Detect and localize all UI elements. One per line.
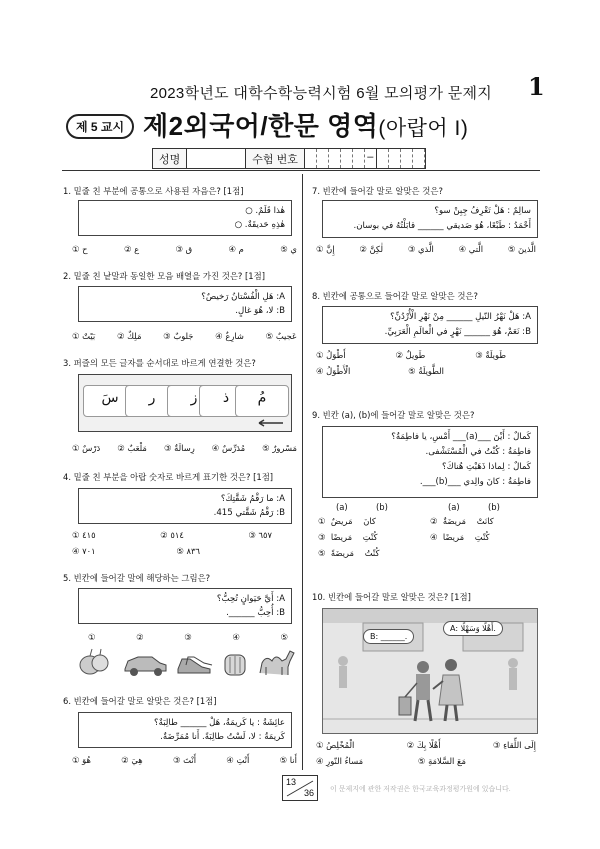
q9-line-3: كَمالٌ : لِماذا ذَهَبْتِ هُناكَ؟ bbox=[442, 462, 531, 472]
subject-sub: (아랍어 I) bbox=[378, 117, 469, 140]
q2-line-2: B: لا، هُوَ غالٍ. bbox=[235, 306, 285, 316]
q7-option-4[interactable]: ④ الَّتي bbox=[458, 244, 484, 254]
q6-option-4[interactable]: ④ أَنْتِ bbox=[226, 755, 250, 765]
page-total: 36 bbox=[303, 788, 314, 798]
q5-option-3[interactable]: ③ bbox=[184, 632, 192, 642]
q6-line-2: كَريمَةُ : لا، لَسْتُ طالِبَةً. أَنا مُمَرِّضَةٌ. bbox=[160, 732, 285, 742]
q7-option-1[interactable]: ① إِنَّ bbox=[316, 244, 335, 254]
q10-stem: 10. 빈칸에 들어갈 말로 알맞은 것은? [1점] bbox=[312, 592, 471, 602]
q2-box bbox=[78, 286, 292, 322]
puzzle-piece-3: ز bbox=[167, 385, 221, 417]
airport-scene bbox=[323, 609, 537, 733]
q9-line-4: فاطِمَةُ : كانَ والِدي ___(b)___. bbox=[419, 477, 531, 487]
q6-box bbox=[78, 712, 292, 748]
q3-option-4[interactable]: ④ مُدَرِّسٌ bbox=[211, 443, 246, 453]
q2-option-1[interactable]: ① بَيْتٌ bbox=[72, 331, 96, 341]
q4-option-1[interactable]: ① ٤١٥ bbox=[72, 530, 96, 540]
q6-line-1: عائِشَةُ : يا كَريمَةُ، هَلْ ______ طالِبَةٌ؟ bbox=[154, 718, 285, 728]
q4-option-2[interactable]: ② ٥١٤ bbox=[160, 530, 184, 540]
bread-icon bbox=[225, 655, 245, 675]
q5-option-4[interactable]: ④ bbox=[232, 632, 240, 642]
q8-option-4[interactable]: ④ الْأَطْوَلُ bbox=[316, 366, 351, 376]
q5-stem: 5. 빈칸에 들어갈 말에 해당하는 그림은? bbox=[63, 573, 211, 583]
column-divider bbox=[302, 174, 303, 770]
q3-puzzle bbox=[78, 374, 292, 432]
q7-option-2[interactable]: ② لٰكِنَّ bbox=[359, 244, 384, 254]
q1-options bbox=[72, 244, 297, 254]
subject-main: 제2외국어/한문 영역 bbox=[143, 111, 379, 141]
car-icon bbox=[125, 657, 166, 676]
q10-option-1[interactable]: ① الْمُخْلِصُ bbox=[316, 740, 355, 750]
q9-option-4[interactable]: ④ كُنْتِ مَريضًا bbox=[430, 532, 490, 542]
q1-option-3[interactable]: ③ ق bbox=[175, 244, 193, 254]
q4-line-1: A: ما رَقْمُ شَقَّتِكَ؟ bbox=[220, 494, 285, 504]
q10-option-2[interactable]: ② أَهْلًا بِكَ bbox=[406, 740, 441, 750]
exam-title: 2023학년도 대학수학능력시험 6월 모의평가 문제지 bbox=[150, 85, 493, 102]
name-id-row bbox=[152, 148, 426, 169]
q8-options-row1 bbox=[316, 350, 506, 360]
q6-option-5[interactable]: ⑤ أَنا bbox=[279, 755, 297, 765]
q8-option-2[interactable]: ② طَويلٌ bbox=[395, 350, 426, 360]
q2-stem: 2. 밑줄 친 낱말과 동일한 모음 배열을 가진 것은? [1점] bbox=[63, 271, 265, 281]
q8-option-5[interactable]: ⑤ الطَّويلَةُ bbox=[408, 366, 444, 376]
q5-option-2[interactable]: ② bbox=[136, 632, 144, 642]
speech-bubble-a: A: أَهْلًا وَسَهْلًا. bbox=[443, 621, 503, 636]
subject-title bbox=[143, 106, 468, 143]
q4-option-3[interactable]: ③ ٦٥٧ bbox=[248, 530, 272, 540]
q7-stem: 7. 빈칸에 들어갈 말로 알맞은 것은? bbox=[312, 186, 443, 196]
q8-stem: 8. 빈칸에 공통으로 들어갈 말로 알맞은 것은? bbox=[312, 291, 478, 301]
q7-line-1: سالِمٌ : هَلْ تَعْرِفُ جِبِنْ سو؟ bbox=[434, 206, 531, 216]
q9-option-2[interactable]: ② كانَتْ مَريضَةٌ bbox=[430, 516, 494, 526]
puzzle-piece-5: مُ bbox=[235, 385, 289, 417]
copyright-watermark: 이 문제지에 관한 저작권은 한국교육과정평가원에 있습니다. bbox=[330, 786, 511, 793]
arrow-left-icon bbox=[255, 419, 285, 427]
q1-option-2[interactable]: ② ع bbox=[123, 244, 140, 254]
q1-line-1: هٰذا قَلَمٌ. ○ bbox=[245, 206, 285, 216]
q9-col-b-right: (b) bbox=[488, 502, 500, 512]
q5-line-1: A: أَيَّ حَيَوانٍ تُحِبُّ؟ bbox=[216, 594, 285, 604]
q3-option-1[interactable]: ① دَرْسٌ bbox=[72, 443, 101, 453]
q6-options bbox=[72, 755, 297, 765]
q5-box bbox=[78, 588, 292, 624]
q5-option-5[interactable]: ⑤ bbox=[280, 632, 288, 642]
page-counter bbox=[282, 775, 318, 801]
q2-option-4[interactable]: ④ شارِعٌ bbox=[215, 331, 244, 341]
q1-option-1[interactable]: ① ح bbox=[72, 244, 88, 254]
q9-col-a-right: (a) bbox=[448, 502, 460, 512]
shoes-icon bbox=[178, 657, 212, 673]
q2-options bbox=[72, 331, 297, 341]
q5-pictures bbox=[70, 645, 300, 679]
puzzle-piece-1: سَ bbox=[83, 385, 137, 417]
q3-stem: 3. 퍼즐의 모든 글자를 순서대로 바르게 연결한 것은? bbox=[63, 358, 256, 368]
speech-bubble-b: B: ______. bbox=[363, 629, 414, 644]
q4-options-row1 bbox=[72, 530, 272, 540]
header-rule bbox=[62, 170, 540, 171]
q3-option-3[interactable]: ③ رِسالَةٌ bbox=[163, 443, 195, 453]
q9-option-1[interactable]: ① كانَ مَريضٌ bbox=[318, 516, 376, 526]
q1-box bbox=[78, 200, 292, 236]
q9-option-3[interactable]: ③ كُنْتِ مَريضًا bbox=[318, 532, 378, 542]
q3-option-5[interactable]: ⑤ مَسْرورٌ bbox=[262, 443, 297, 453]
q10-illustration bbox=[322, 608, 538, 734]
q1-line-2: هٰذِهِ حَديقَةٌ. ○ bbox=[234, 220, 285, 230]
q2-option-2[interactable]: ② مَلِكٌ bbox=[116, 331, 142, 341]
q5-labels bbox=[88, 632, 288, 642]
q6-option-3[interactable]: ③ أَنْتَ bbox=[172, 755, 197, 765]
q7-line-2: أَحْمَدُ : طَبْعًا، هُوَ صَديقي ______ قابَلْتُهُ في بوسان. bbox=[353, 221, 531, 231]
q4-box bbox=[78, 488, 292, 524]
name-field[interactable] bbox=[187, 149, 246, 168]
id-label: 수험 번호 bbox=[246, 149, 305, 168]
q1-option-5[interactable]: ⑤ ي bbox=[280, 244, 297, 254]
q3-option-2[interactable]: ② مَلْعَبٌ bbox=[117, 443, 147, 453]
q9-option-5[interactable]: ⑤ كُنْتُ مَريضَةً bbox=[318, 548, 380, 558]
q7-box bbox=[322, 200, 538, 238]
q8-box bbox=[322, 306, 538, 344]
onion-icon bbox=[80, 649, 108, 674]
q9-line-2: فاطِمَةُ : كُنْتُ في الْمُسْتَشْفى. bbox=[425, 447, 531, 457]
q3-options bbox=[72, 443, 297, 453]
q10-option-3[interactable]: ③ إِلَى اللِّقاءِ bbox=[492, 740, 536, 750]
q9-line-1: كَمالٌ : أَيْنَ ___(a)___ أَمْسِ، يا فاطِمَةُ؟ bbox=[391, 432, 531, 442]
q4-option-5[interactable]: ⑤ ٨٣٦ bbox=[176, 546, 200, 556]
q5-option-1[interactable]: ① bbox=[88, 632, 96, 642]
q6-option-1[interactable]: ① هُوَ bbox=[72, 755, 91, 765]
q2-option-5[interactable]: ⑤ عَجيبٌ bbox=[265, 331, 297, 341]
q8-line-1: A: هَلْ نَهْرُ النّيلِ ______ مِنْ نَهْرِ الْأُرْدُنِّ؟ bbox=[390, 312, 531, 322]
q10-options-row2 bbox=[316, 756, 466, 766]
puzzle-piece-2: ر bbox=[125, 385, 179, 417]
q5-line-2: B: أُحِبُّ ______. bbox=[226, 608, 285, 618]
q2-line-1: A: هَلِ الْفُسْتانُ رَخيصٌ؟ bbox=[201, 292, 285, 302]
q2-option-3[interactable]: ③ جَلوبٌ bbox=[163, 331, 194, 341]
q6-stem: 6. 빈칸에 들어갈 말로 알맞은 것은? [1점] bbox=[63, 696, 217, 706]
q9-stem: 9. 빈칸 (a), (b)에 들어갈 말로 알맞은 것은? bbox=[312, 410, 475, 420]
q1-option-4[interactable]: ④ م bbox=[228, 244, 244, 254]
q6-option-2[interactable]: ② هِيَ bbox=[121, 755, 143, 765]
page-number: 1 bbox=[528, 72, 545, 101]
q7-options bbox=[316, 244, 536, 254]
q1-stem: 1. 밑줄 친 부분에 공통으로 사용된 자음은? [1점] bbox=[63, 186, 244, 196]
q9-col-b-left: (b) bbox=[376, 502, 388, 512]
q8-line-2: B: نَعَمْ، هُوَ ______ نَهْرٍ في الْعالَمِ الْعَرَبِيِّ. bbox=[384, 327, 531, 337]
q8-option-1[interactable]: ① أَطْوَلُ bbox=[316, 350, 346, 360]
q7-option-5[interactable]: ⑤ الَّذينَ bbox=[507, 244, 536, 254]
q8-option-3[interactable]: ③ طَويلَةٌ bbox=[475, 350, 506, 360]
name-label: 성명 bbox=[153, 149, 187, 168]
q10-options-row1 bbox=[316, 740, 536, 750]
q8-options-row2 bbox=[316, 366, 444, 376]
id-field[interactable]: – bbox=[305, 149, 425, 168]
puzzle-piece-4: ذ bbox=[199, 385, 253, 417]
q9-col-a-left: (a) bbox=[336, 502, 348, 512]
page-current: 13 bbox=[286, 777, 297, 787]
q4-options-row2 bbox=[72, 546, 200, 556]
session-badge: 제 5 교시 bbox=[66, 114, 134, 139]
camel-icon bbox=[260, 651, 294, 675]
q4-option-4[interactable]: ④ ٧٠١ bbox=[72, 546, 96, 556]
q4-stem: 4. 밑줄 친 부분을 아랍 숫자로 바르게 표기한 것은? [1점] bbox=[63, 472, 274, 482]
q4-line-2: B: رَقْمُ شَقَّتي 415. bbox=[213, 508, 285, 518]
q9-box bbox=[322, 426, 538, 498]
q10-option-5[interactable]: ⑤ مَعَ السَّلامَةِ bbox=[417, 756, 466, 766]
q10-option-4[interactable]: ④ مَساءُ النّورِ bbox=[316, 756, 364, 766]
q7-option-3[interactable]: ③ الَّذي bbox=[407, 244, 434, 254]
